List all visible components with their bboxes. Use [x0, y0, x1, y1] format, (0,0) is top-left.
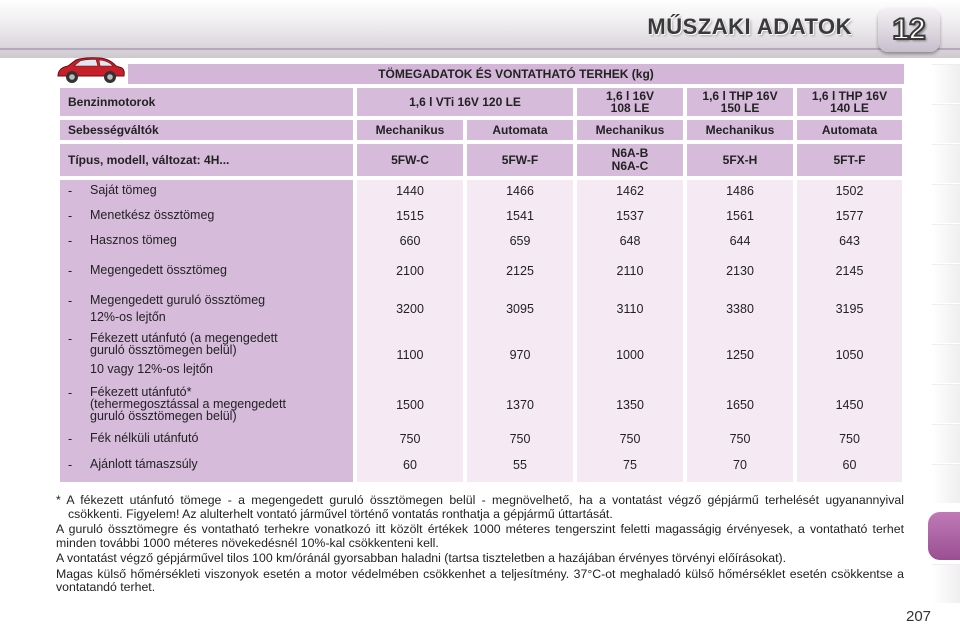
table-value: 750: [619, 432, 641, 446]
table-value: 1370: [506, 398, 534, 412]
row-label-text: Menetkész össztömeg: [90, 208, 215, 222]
side-tab[interactable]: [932, 144, 960, 183]
side-tab[interactable]: [932, 104, 960, 143]
gearbox-cell: Mechanikus: [577, 120, 683, 140]
type-cell: 5FW-F: [467, 144, 573, 176]
note-paragraph: Magas külső hőmérsékleti viszonyok esetén a motor védelmében csökkenhet a teljesítmény. 37°C-ot meghaladó külső hőmérséklet esetén csökkentse a vontatandó terhet.: [56, 566, 904, 594]
row-dash: -: [68, 332, 73, 346]
type-label: Típus, modell, változat: 4H...: [60, 144, 353, 176]
row-label-text: Megengedett össztömeg: [90, 263, 227, 277]
table-title: TÖMEGADATOK ÉS VONTATHATÓ TERHEK (kg): [128, 64, 904, 84]
row-labels-column: [60, 180, 353, 482]
page-number: 207: [906, 608, 932, 625]
car-icon: [54, 56, 126, 86]
row-label-text: Saját tömeg: [90, 183, 157, 197]
table-value: 1650: [726, 398, 754, 412]
row-dash: -: [68, 234, 73, 248]
table-value: 2100: [396, 264, 424, 278]
engine-cell: 1,6 l VTi 16V 120 LE: [357, 88, 573, 116]
table-value: 2130: [726, 264, 754, 278]
table-value: 1450: [835, 398, 864, 412]
section-title: MŰSZAKI ADATOK: [647, 14, 852, 39]
row-dash: -: [68, 386, 73, 400]
spec-table: [56, 88, 906, 482]
side-tab[interactable]: [932, 344, 960, 383]
table-value: 1577: [835, 209, 864, 223]
header-divider: [0, 48, 960, 50]
row-label-text: Fékezett utánfutó* (tehermegosztással a megengedett guruló össztömegen belül): [90, 385, 286, 423]
table-value: 1250: [726, 348, 754, 362]
table-value: 75: [623, 458, 637, 472]
table-value: 60: [403, 458, 417, 472]
engine-cell: 1,6 l 16V 108 LE: [577, 88, 683, 116]
table-value: 1537: [616, 209, 644, 223]
gearbox-row: [60, 120, 902, 140]
type-cell: 5FX-H: [687, 144, 793, 176]
table-value: 644: [729, 234, 751, 248]
table-value: 2110: [616, 264, 644, 278]
row-label-text: Fék nélküli utánfutó: [90, 431, 199, 445]
row-dash: -: [68, 458, 73, 472]
type-cell: 5FT-F: [797, 144, 902, 176]
table-value: 1350: [616, 398, 644, 412]
row-label-text: Ajánlott támaszsúly: [90, 457, 198, 471]
side-tab[interactable]: [932, 224, 960, 263]
note-paragraph: A guruló össztömegre és vontatható terhekre vonatkozó itt közölt értékek 1000 méteres tengerszint feletti magasságig érvényesek, a vontatható terhet minden további 1000 méteres növekedésnél 10%-kal csökkenteni kell.: [56, 522, 904, 550]
gearbox-cell: Mechanikus: [687, 120, 793, 140]
engine-cell: 1,6 l THP 16V 140 LE: [797, 88, 902, 116]
gearbox-cell: Automata: [467, 120, 573, 140]
table-value: 643: [839, 234, 860, 248]
table-value: 3095: [506, 302, 534, 316]
table-value: 1515: [396, 209, 424, 223]
note-paragraph: A vontatást végző gépjárművel tilos 100 km/óránál gyorsabban haladni (tartsa tiszteletben a hazájában érvényes törvényi előírásokat).: [56, 551, 787, 565]
gearbox-label: Sebességváltók: [60, 120, 353, 140]
type-cell: N6A-B N6A-C: [577, 144, 683, 176]
side-tab[interactable]: [932, 184, 960, 223]
row-label-text: Fékezett utánfutó (a megengedett guruló össztömegen belül): [90, 331, 278, 357]
side-tab[interactable]: [932, 384, 960, 423]
table-value: 970: [509, 348, 531, 362]
row-dash: -: [68, 294, 73, 308]
table-value: 1500: [396, 398, 424, 412]
table-value: 750: [729, 432, 751, 446]
engine-label: Benzinmotorok: [60, 88, 353, 116]
table-value: 55: [513, 458, 527, 472]
side-tab-active[interactable]: [928, 512, 960, 560]
type-row: [60, 144, 902, 176]
table-value: 3110: [616, 302, 644, 316]
row-label-text: Hasznos tömeg: [90, 233, 177, 247]
table-value: 2145: [835, 264, 864, 278]
table-value: 70: [733, 458, 747, 472]
table-value: 1561: [726, 209, 754, 223]
table-value: 750: [399, 432, 421, 446]
data-body: [60, 180, 902, 482]
side-tab-strip: [928, 64, 960, 624]
values-column: [357, 180, 463, 482]
engine-row: [60, 88, 902, 116]
row-dash: -: [68, 184, 73, 198]
table-value: 1462: [616, 184, 644, 198]
row-label-text: Megengedett guruló össztömeg: [90, 293, 266, 307]
side-tab[interactable]: [932, 424, 960, 463]
row-dash: -: [68, 209, 73, 223]
table-value: 3200: [396, 302, 424, 316]
table-value: 750: [839, 432, 860, 446]
side-tab[interactable]: [932, 304, 960, 343]
row-sublabel: 12%-os lejtőn: [90, 310, 166, 324]
table-value: 1486: [726, 184, 754, 198]
table-value: 750: [509, 432, 531, 446]
side-tab[interactable]: [932, 64, 960, 103]
table-value: 1000: [616, 348, 644, 362]
notes-block: [56, 494, 904, 597]
footnote: * A fékezett utánfutó tömege - a megengedett guruló össztömegen belül - megnövelhető, ha a vontatást végző gépjármű terhelését ugyanannyival csökkenti. Figyelem! Az alulterhelt vontató járművel történő vontatás ronthatja a gépjármű úttartását.: [56, 493, 904, 521]
table-value: 60: [842, 458, 857, 472]
table-value: 3195: [835, 302, 864, 316]
row-sublabel: 10 vagy 12%-os lejtőn: [90, 362, 213, 376]
table-value: 2125: [506, 264, 534, 278]
table-value: 1440: [396, 184, 424, 198]
side-tab[interactable]: [932, 564, 960, 603]
table-value: 1100: [396, 348, 424, 362]
side-tab[interactable]: [932, 464, 960, 503]
type-cell: 5FW-C: [357, 144, 463, 176]
values-column: [797, 180, 902, 482]
table-value: 659: [509, 234, 531, 248]
table-value: 1502: [835, 184, 864, 198]
table-value: 1541: [506, 209, 534, 223]
chapter-badge[interactable]: 12: [878, 8, 940, 52]
side-tab[interactable]: [932, 264, 960, 303]
table-value: 660: [399, 234, 421, 248]
values-column: [577, 180, 683, 482]
row-dash: -: [68, 264, 73, 278]
values-column: [467, 180, 573, 482]
table-value: 1466: [506, 184, 534, 198]
row-dash: -: [68, 432, 73, 446]
table-value: 648: [619, 234, 641, 248]
values-column: [687, 180, 793, 482]
engine-cell: 1,6 l THP 16V 150 LE: [687, 88, 793, 116]
gearbox-cell: Automata: [797, 120, 902, 140]
table-value: 1050: [835, 348, 864, 362]
gearbox-cell: Mechanikus: [357, 120, 463, 140]
table-value: 3380: [726, 302, 754, 316]
